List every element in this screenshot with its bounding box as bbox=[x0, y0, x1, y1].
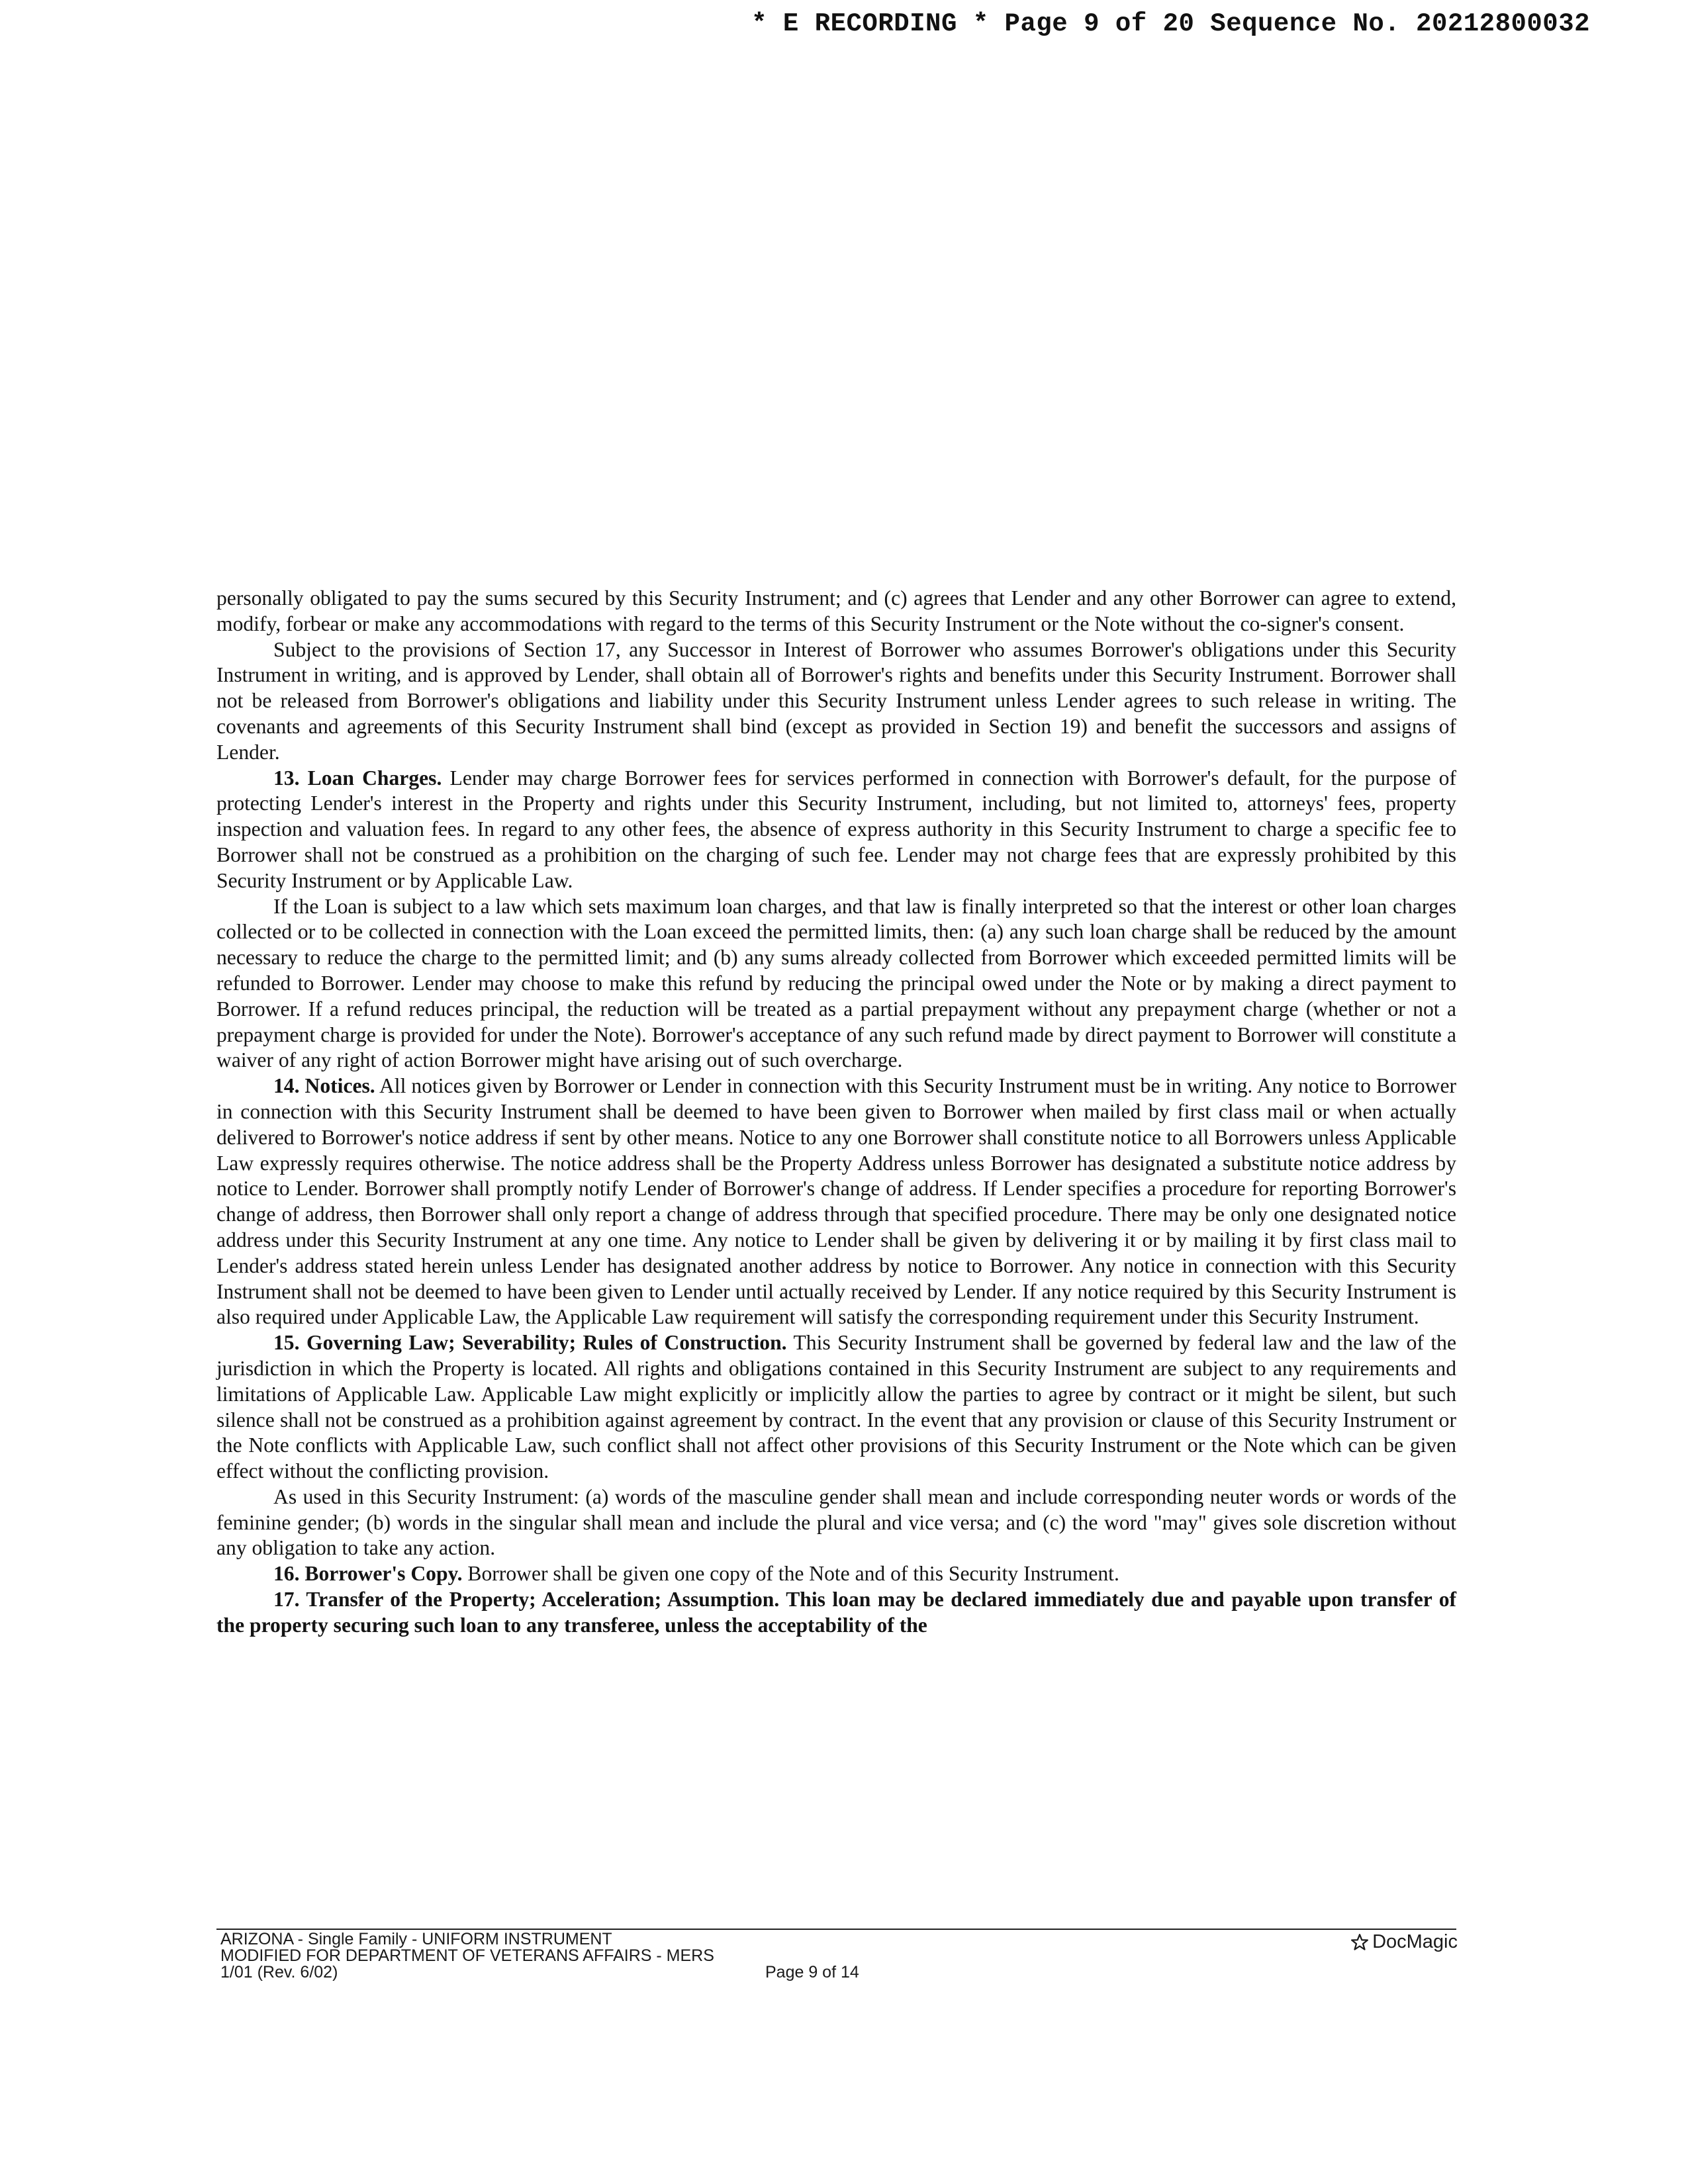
footer-page-number: Page 9 of 14 bbox=[765, 1963, 859, 1981]
footer-form-subtitle: MODIFIED FOR DEPARTMENT OF VETERANS AFFAIRS - MERS bbox=[220, 1946, 714, 1965]
section-15-governing-law bbox=[216, 1330, 1456, 1484]
form-footer bbox=[220, 1931, 882, 1981]
star-outline-icon bbox=[1350, 1933, 1370, 1952]
section-17-heading: 17. Transfer of the Property; Acceleration; Assumption. bbox=[273, 1588, 780, 1612]
section-14-heading: 14. Notices. bbox=[273, 1074, 375, 1098]
section-15-text: This Security Instrument shall be governed by federal law and the law of the jurisdiction in which the Property is located. All rights and obligations contained in this Security Instrument are subject to any requirements and limitations of Applicable Law. Applicable Law might explicitly or implicitly allow the parties to agree by contract or it might be silent, but such silence shall not be construed as a prohibition against agreement by contract. In the event that any provision or clause of this Security Instrument or the Note conflicts with Applicable Law, such conflict shall not affect other provisions of this Security Instrument or the Note which can be given effect without the conflicting provision. bbox=[216, 1331, 1456, 1483]
section-16-heading: 16. Borrower's Copy. bbox=[273, 1562, 463, 1586]
paragraph-cosigner-continued: personally obligated to pay the sums secured by this Security Instrument; and (c) agrees that Lender and any other Borrower can agree to extend, modify, forbear or make any accommodations with regard to the terms of this Security Instrument or the Note without the co-signer's consent. bbox=[216, 586, 1456, 635]
section-16-borrowers-copy bbox=[216, 1561, 1456, 1587]
paragraph-successor-in-interest: Subject to the provisions of Section 17, any Successor in Interest of Borrower who assumes Borrower's obligations under this Security Instrument in writing, and is approved by Lender, shall obtain all of Borrower's rights and benefits under this Security Instrument. Borrower shall not be released from Borrower's obligations and liability under this Security Instrument unless Lender agrees to such release in writing. The covenants and agreements of this Security Instrument shall bind (except as provided in Section 19) and benefit the successors and assigns of Lender. bbox=[216, 637, 1456, 764]
section-17-transfer bbox=[216, 1587, 1456, 1639]
section-14-text: All notices given by Borrower or Lender in connection with this Security Instrument must be in writing. Any notice to Borrower in connection with this Security Instrument shall be deemed to have been given to Borrower when mailed by first class mail or when actually delivered to Borrower's notice address if sent by other means. Notice to any one Borrower shall constitute notice to all Borrowers unless Applicable Law expressly requires otherwise. The notice address shall be the Property Address unless Borrower has designated a substitute notice address by notice to Lender. Borrower shall promptly notify Lender of Borrower's change of address. If Lender specifies a procedure for reporting Borrower's change of address, then Borrower shall only report a change of address through that specified procedure. There may be only one designated notice address under this Security Instrument at any one time. Any notice to Lender shall be given by delivering it or by mailing it by first class mail to Lender's address stated herein unless Lender has designated another address by notice to Borrower. Any notice in connection with this Security Instrument shall not be deemed to have been given to Lender until actually received by Lender. If any notice required by this Security Instrument is also required under Applicable Law, the Applicable Law requirement will satisfy the corresponding requirement under this Security Instrument. bbox=[216, 1074, 1456, 1329]
docmagic-brand bbox=[1350, 1931, 1458, 1953]
section-13-text: Lender may charge Borrower fees for services performed in connection with Borrower's default, for the purpose of protecting Lender's interest in the Property and rights under this Security Instrument, including, but not limited to, attorneys' fees, property inspection and valuation fees. In regard to any other fees, the absence of express authority in this Security Instrument to charge a specific fee to Borrower shall not be construed as a prohibition on the charging of such fee. Lender may not charge fees that are expressly prohibited by this Security Instrument or by Applicable Law. bbox=[216, 766, 1456, 892]
section-14-notices bbox=[216, 1073, 1456, 1330]
recording-header: * E RECORDING * Page 9 of 20 Sequence No. 20212800032 bbox=[751, 9, 1590, 38]
section-15-heading: 15. Governing Law; Severability; Rules of Construction. bbox=[273, 1331, 787, 1355]
paragraph-maximum-loan-charges: If the Loan is subject to a law which sets maximum loan charges, and that law is finally interpreted so that the interest or other loan charges collected or to be collected in connection with the Loan exceed the permitted limits, then: (a) any such loan charge shall be reduced by the amount necessary to reduce the charge to the permitted limit; and (b) any sums already collected from Borrower which exceeded permitted limits will be refunded to Borrower. Lender may choose to make this refund by reducing the principal owed under the Note or by making a direct payment to Borrower. If a refund reduces principal, the reduction will be treated as a partial prepayment without any prepayment charge (whether or not a prepayment charge is provided for under the Note). Borrower's acceptance of any such refund made by direct payment to Borrower will constitute a waiver of any right of action Borrower might have arising out of such overcharge. bbox=[216, 894, 1456, 1072]
footer-revision: 1/01 (Rev. 6/02) bbox=[220, 1963, 338, 1981]
section-16-text: Borrower shall be given one copy of the Note and of this Security Instrument. bbox=[462, 1562, 1119, 1586]
section-13-heading: 13. Loan Charges. bbox=[273, 766, 442, 790]
paragraph-construction-rules: As used in this Security Instrument: (a) words of the masculine gender shall mean and include corresponding neuter words or words of the feminine gender; (b) words in the singular shall mean and include the plural and vice versa; and (c) the word "may" gives sole discretion without any obligation to take any action. bbox=[216, 1484, 1456, 1560]
section-17-text: This loan may be declared immediately due and payable upon transfer of the property securing such loan to any transferee, unless the acceptability of the bbox=[216, 1588, 1457, 1637]
section-13-loan-charges bbox=[216, 766, 1456, 894]
footer-revision-line bbox=[220, 1964, 882, 1981]
brand-name: DocMagic bbox=[1372, 1931, 1458, 1952]
footer-form-title: ARIZONA - Single Family - UNIFORM INSTRUMENT bbox=[220, 1930, 612, 1948]
document-body bbox=[216, 586, 1456, 1639]
